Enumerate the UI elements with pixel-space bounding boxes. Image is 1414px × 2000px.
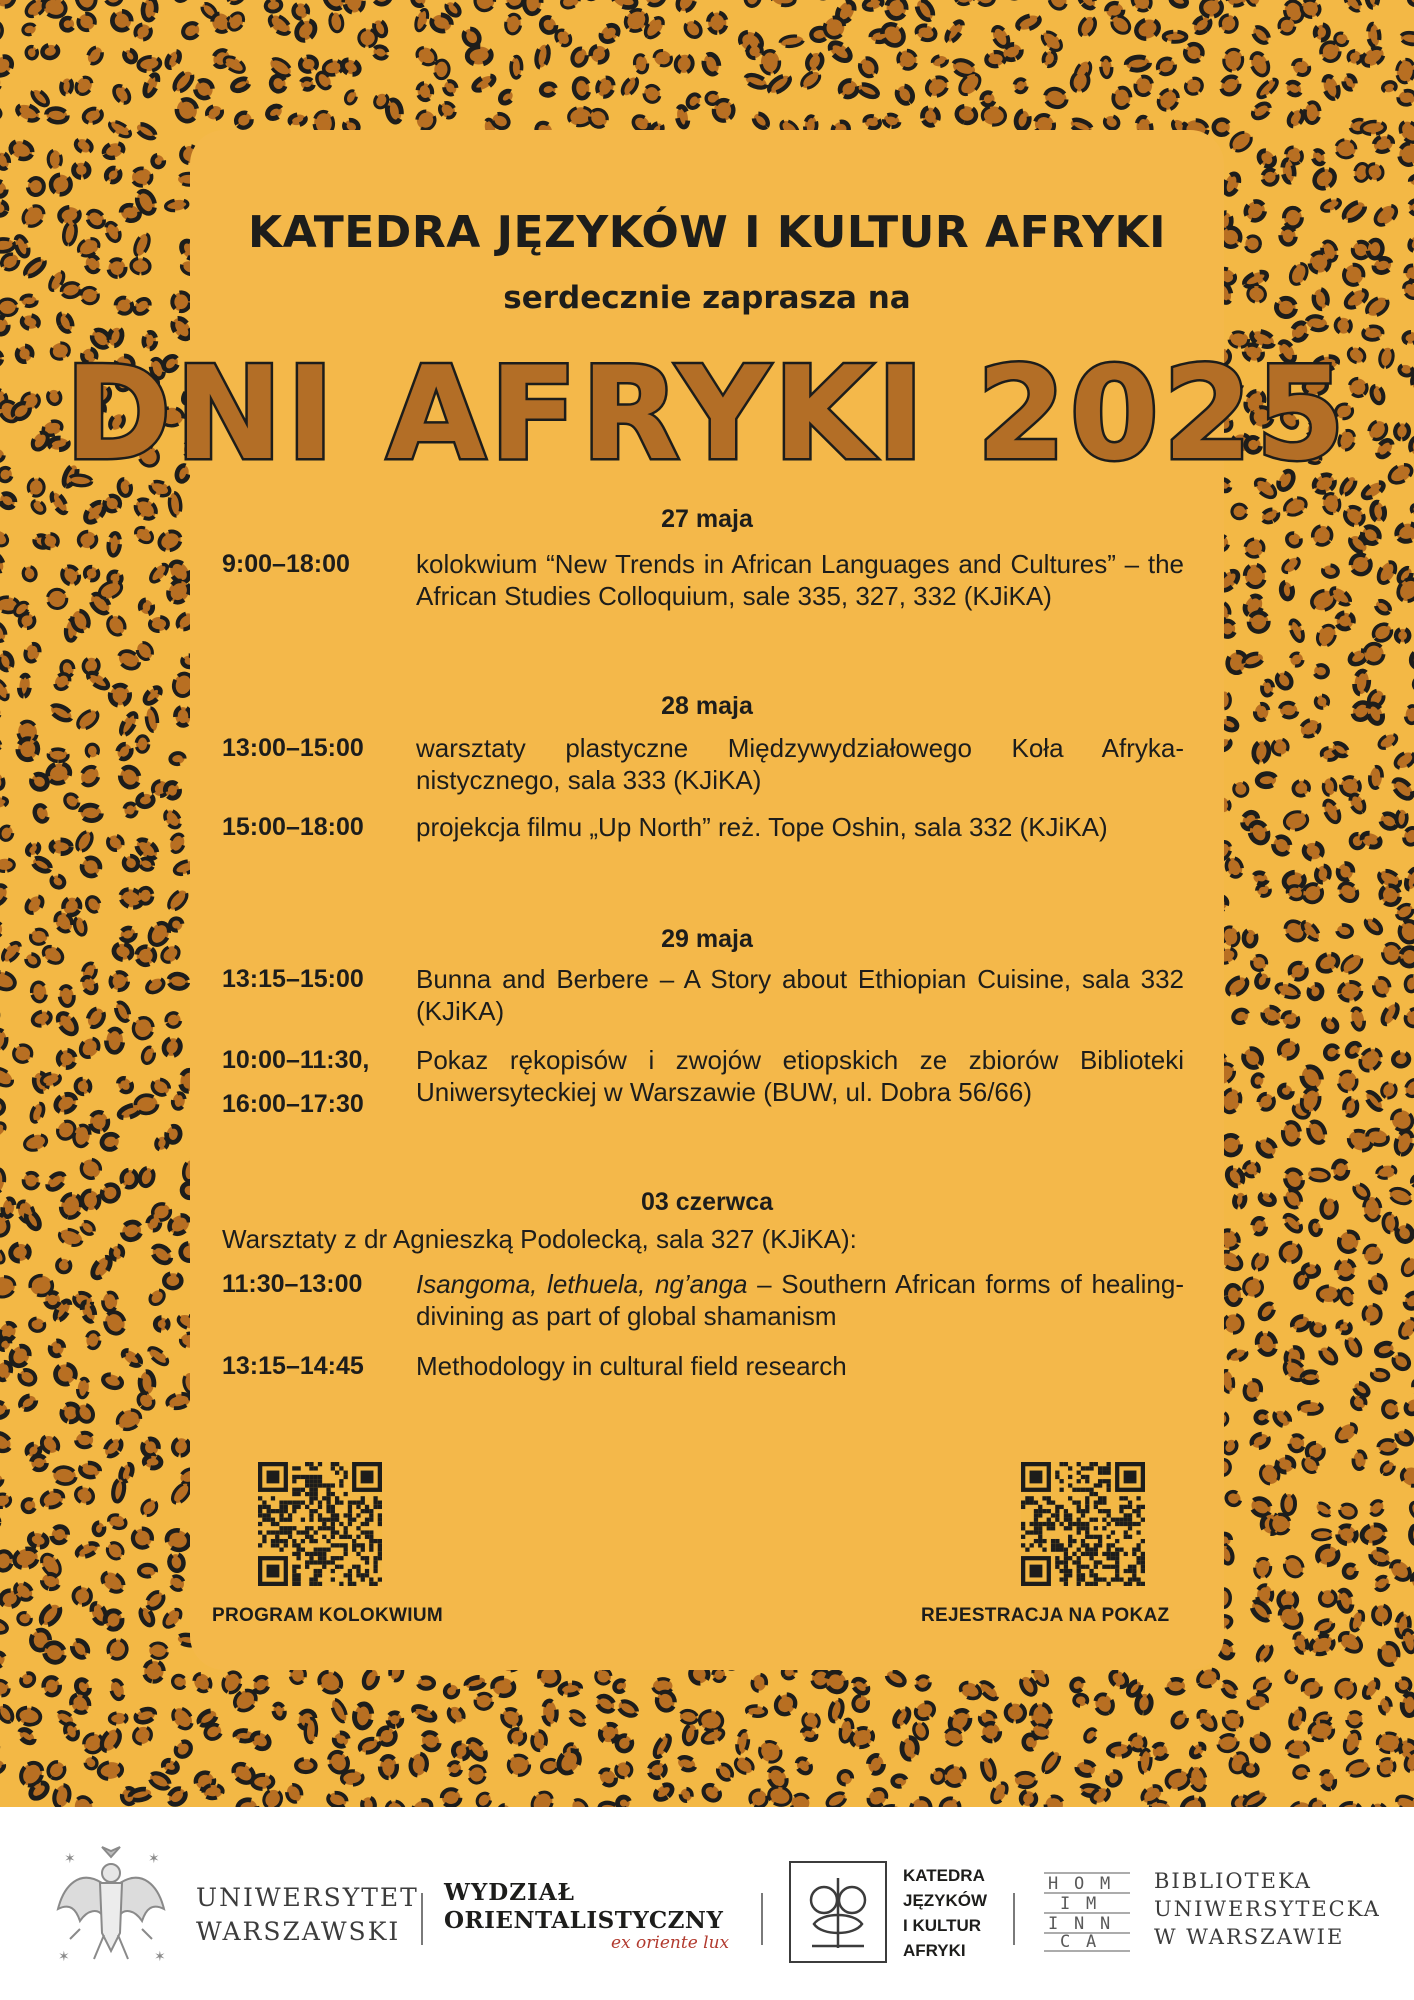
event-title-text: DNI AFRYKI 2025: [65, 340, 1349, 489]
time-slot: 13:00–15:00: [222, 734, 364, 762]
svg-text:C: C: [1060, 1932, 1071, 1952]
workshop-intro: Warsztaty z dr Agnieszką Podolecką, sala 327 (KJiKA):: [222, 1224, 857, 1254]
faculty-motto: ex oriente lux: [611, 1933, 730, 1953]
qr-label-registration: REJESTRACJA NA POKAZ: [921, 1605, 1170, 1626]
day-heading-03-czerwca: 03 czerwca: [640, 1188, 774, 1216]
svg-text:✶: ✶: [64, 1850, 76, 1866]
event-description: [416, 1268, 1184, 1332]
footer-logos: [0, 1807, 1414, 2000]
buw-logo-icon: [1040, 1863, 1134, 1955]
uw-name-line1: UNIWERSYTET: [196, 1883, 419, 1912]
event-description: projekcja filmu „Up North” reż. Tope Oshin, sala 332 (KJiKA): [416, 812, 1108, 842]
event-description-rest: – Southern African forms of healing-divining as part of global shamanism: [416, 1269, 1184, 1331]
time-slot: 13:15–14:45: [222, 1352, 364, 1380]
svg-text:H: H: [1048, 1874, 1059, 1894]
event-description: kolokwium “New Trends in African Languages and Cultures” – the African Studies Colloquium, sale 335, 327, 332 (KJiKA): [416, 549, 1184, 611]
kjika-name-line1: KATEDRA: [903, 1866, 985, 1885]
footer-divider: [421, 1893, 423, 1945]
faculty-name-line1: WYDZIAŁ: [444, 1879, 575, 1906]
event-description: warsztaty plastyczne Międzywydziałowego Koła Afryka-nistycznego, sala 333 (KJiKA): [416, 733, 1184, 795]
svg-text:✶: ✶: [154, 1948, 166, 1964]
invitation-line: serdecznie zaprasza na: [503, 280, 911, 316]
event-description: Methodology in cultural field research: [416, 1351, 847, 1381]
svg-text:O: O: [1074, 1874, 1085, 1894]
buw-name: [1154, 1867, 1381, 1951]
day-heading-27-maja: 27 maja: [661, 505, 753, 533]
svg-text:I: I: [1048, 1914, 1059, 1934]
svg-text:I: I: [1060, 1894, 1071, 1914]
uw-name-line2: WARSZAWSKI: [196, 1917, 401, 1946]
time-slot: 9:00–18:00: [222, 550, 350, 578]
kjika-logo-icon: [788, 1860, 888, 1964]
faculty-name-line2: ORIENTALISTYCZNY: [444, 1907, 724, 1934]
footer-divider: [761, 1893, 763, 1945]
buw-name-line3: W WARSZAWIE: [1154, 1925, 1345, 1949]
organizer-heading: KATEDRA JĘZYKÓW I KULTUR AFRYKI: [248, 207, 1166, 258]
event-description-italic: Isangoma, lethuela, ng’anga: [416, 1269, 748, 1299]
event-description: Bunna and Berbere – A Story about Ethiopian Cuisine, sala 332 (KJiKA): [416, 964, 1184, 1026]
svg-text:✶: ✶: [58, 1948, 70, 1964]
time-slot: 11:30–13:00: [222, 1270, 363, 1298]
kjika-name-line2: JĘZYKÓW: [903, 1891, 988, 1910]
svg-text:✶: ✶: [148, 1850, 160, 1866]
qr-label-program: PROGRAM KOLOKWIUM: [212, 1605, 443, 1626]
eagle-emblem-icon: [50, 1839, 172, 1969]
qr-code-program[interactable]: [258, 1462, 382, 1586]
kjika-name-line3: I KULTUR: [903, 1916, 982, 1935]
time-slot-second: 16:00–17:30: [222, 1090, 364, 1118]
kjika-name-line4: AFRYKI: [903, 1941, 966, 1960]
buw-name-line2: UNIWERSYTECKA: [1154, 1897, 1381, 1921]
svg-text:M: M: [1086, 1894, 1097, 1914]
time-slot: 10:00–11:30,: [222, 1046, 370, 1074]
event-title: [0, 330, 1414, 490]
time-slot: 15:00–18:00: [222, 813, 364, 841]
svg-text:M: M: [1100, 1874, 1111, 1894]
day-heading-29-maja: 29 maja: [661, 925, 753, 953]
kjika-name: [903, 1863, 987, 1963]
svg-text:N: N: [1074, 1914, 1085, 1934]
buw-name-line1: BIBLIOTEKA: [1154, 1869, 1312, 1893]
day-heading-28-maja: 28 maja: [661, 692, 753, 720]
event-description: Pokaz rękopisów i zwojów etiopskich ze zbiorów Biblioteki Uniwersyteckiej w Warszawie (BUW, ul. Dobra 56/66): [416, 1045, 1184, 1107]
svg-text:N: N: [1100, 1914, 1111, 1934]
time-slot: 13:15–15:00: [222, 965, 364, 993]
qr-code-registration[interactable]: [1021, 1462, 1145, 1586]
footer-divider: [1013, 1893, 1015, 1945]
svg-text:A: A: [1086, 1932, 1097, 1952]
